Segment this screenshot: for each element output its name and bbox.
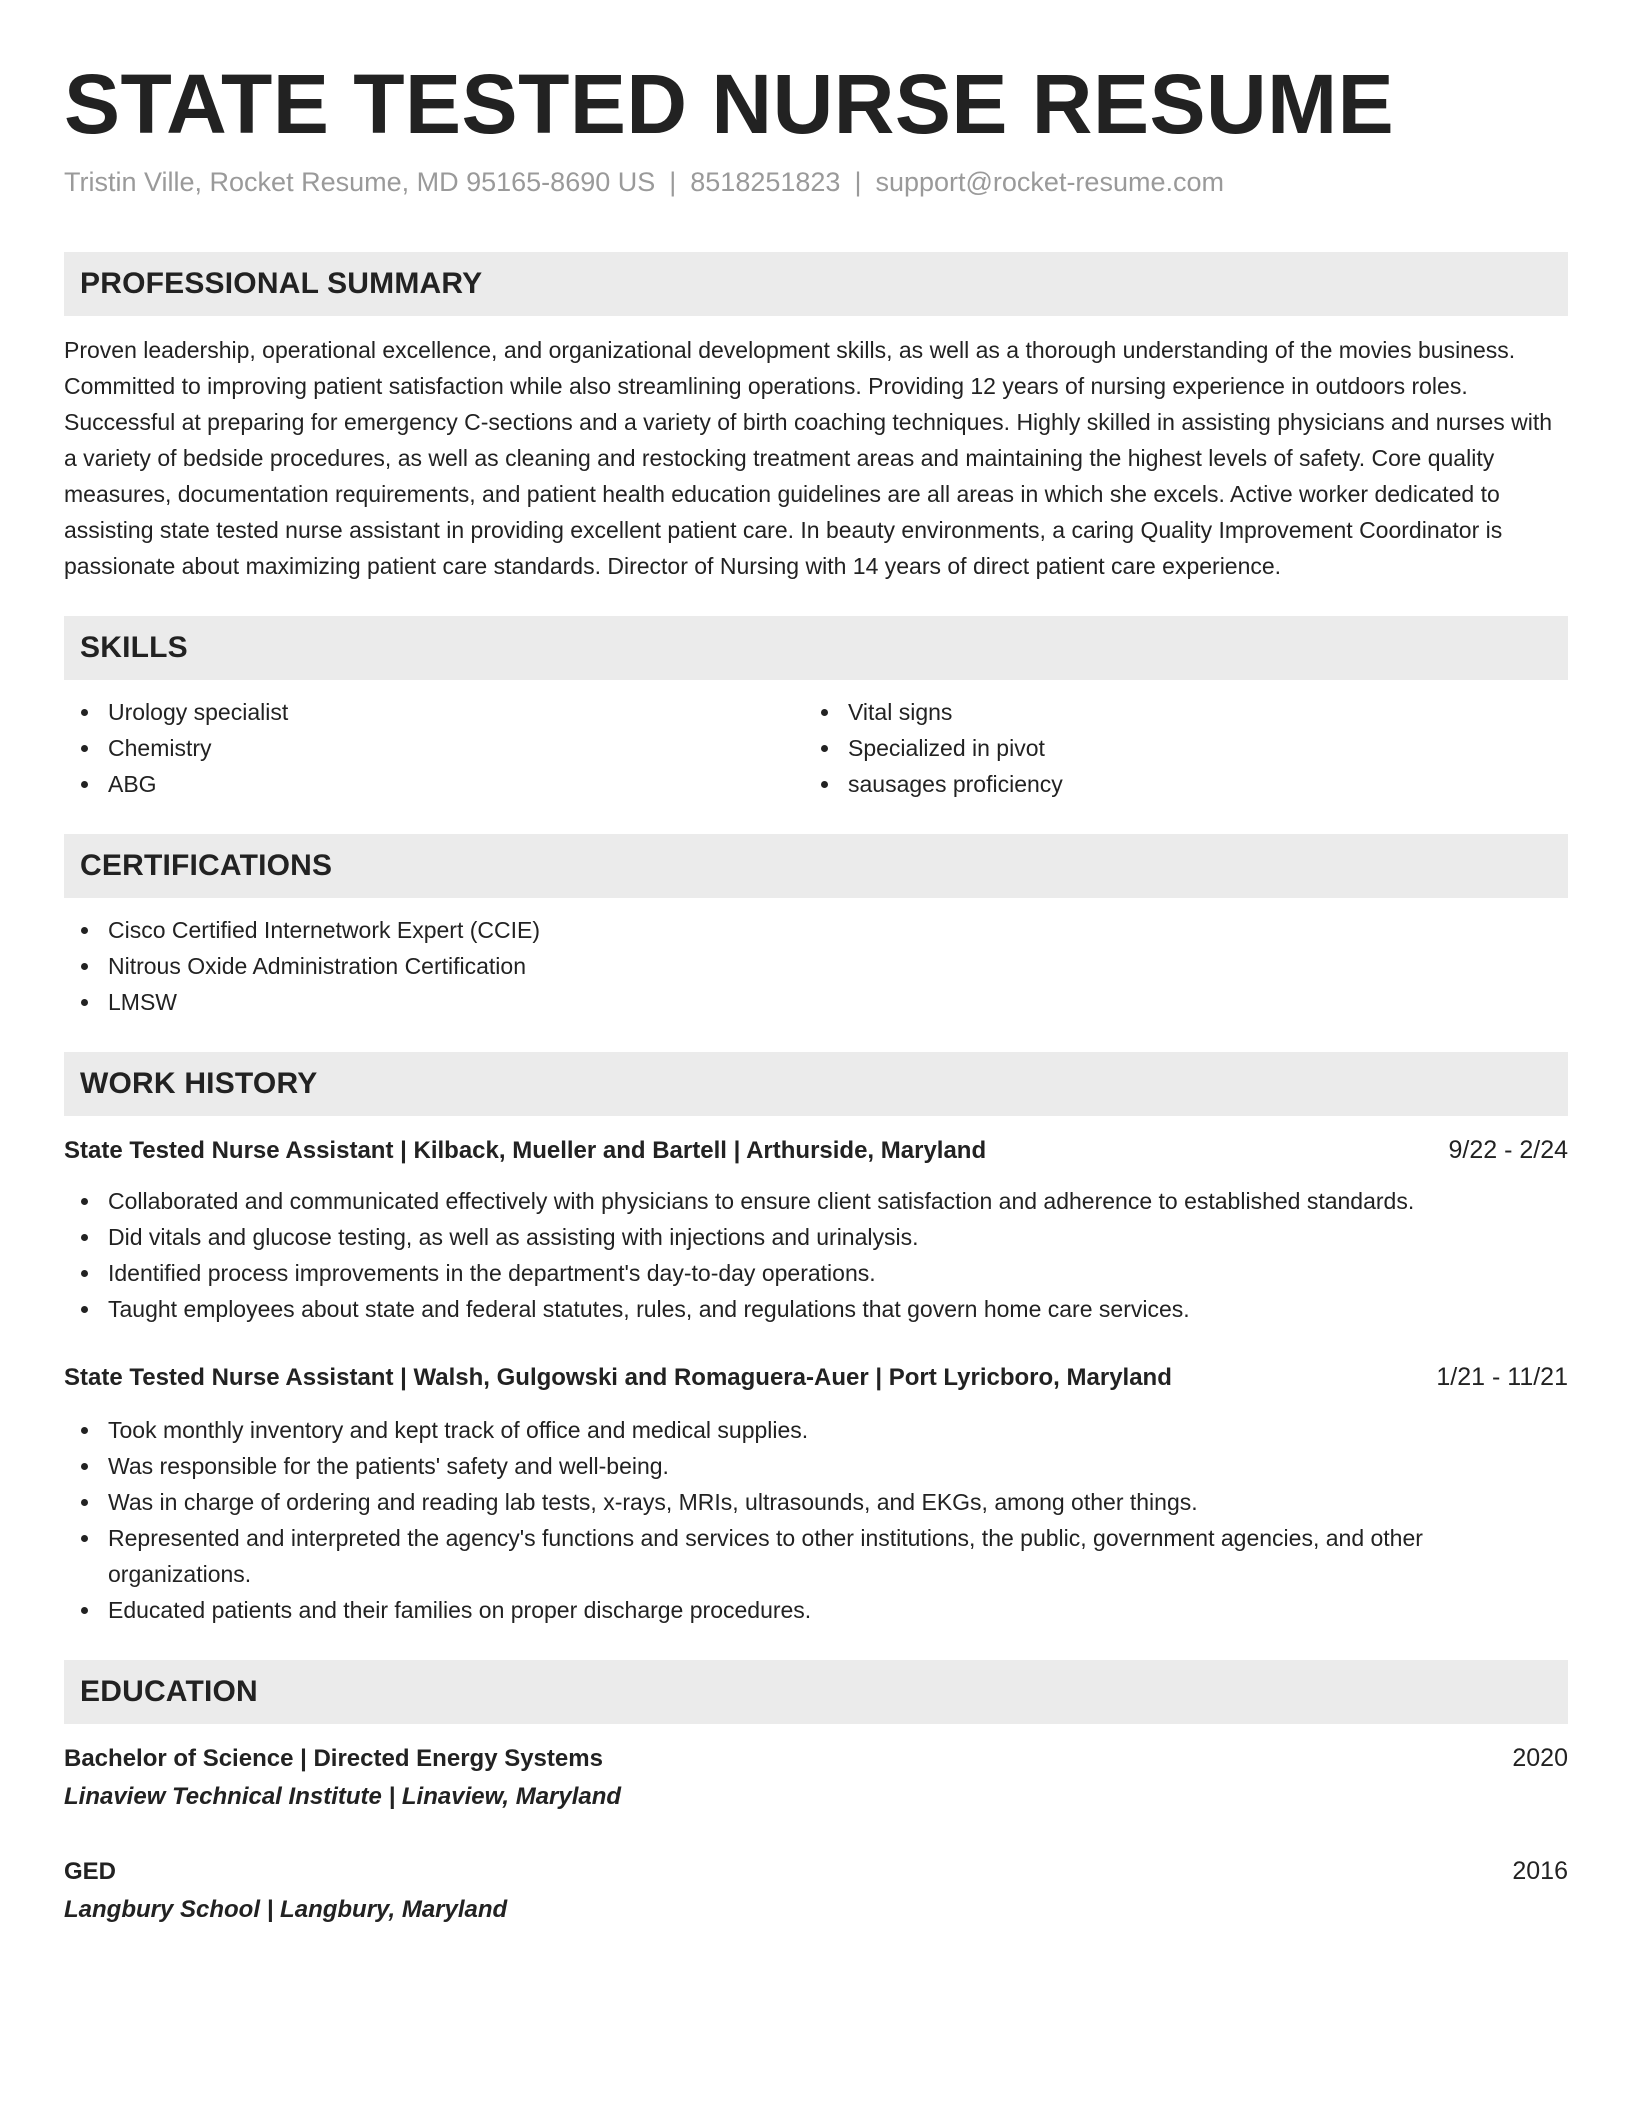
education-entry xyxy=(64,1853,1568,1928)
skills-list-right xyxy=(804,694,1568,802)
section-title: WORK HISTORY xyxy=(80,1067,318,1100)
certification-item: LMSW xyxy=(64,984,1568,1020)
certification-item: Cisco Certified Internetwork Expert (CCIE) xyxy=(64,912,1568,948)
skills-grid xyxy=(64,694,1568,802)
job-bullet: Took monthly inventory and kept track of office and medical supplies. xyxy=(64,1412,1568,1448)
job-bullet: Was responsible for the patients' safety and well-being. xyxy=(64,1448,1568,1484)
contact-phone: 8518251823 xyxy=(690,167,841,197)
job-bullet: Taught employees about state and federal statutes, rules, and regulations that govern home care services. xyxy=(64,1291,1568,1327)
section-header-education xyxy=(64,1660,1568,1724)
education-degree: Bachelor of Science | Directed Energy Systems xyxy=(64,1745,603,1772)
job-bullet: Did vitals and glucose testing, as well as assisting with injections and urinalysis. xyxy=(64,1219,1568,1255)
section-title: EDUCATION xyxy=(80,1675,258,1708)
resume-title: STATE TESTED NURSE RESUME xyxy=(64,57,1395,151)
contact-line xyxy=(64,164,1568,200)
job-title: State Tested Nurse Assistant | Kilback, Mueller and Bartell | Arthurside, Maryland xyxy=(64,1137,987,1164)
skill-item: Urology specialist xyxy=(64,694,804,730)
job-bullet: Collaborated and communicated effectively with physicians to ensure client satisfaction and adherence to established standards. xyxy=(64,1183,1568,1219)
job-dates: 9/22 - 2/24 xyxy=(1448,1136,1568,1164)
job-bullet: Educated patients and their families on proper discharge procedures. xyxy=(64,1592,1568,1628)
section-header-work-history xyxy=(64,1052,1568,1116)
job-header xyxy=(64,1359,1568,1396)
education-header xyxy=(64,1853,1568,1890)
job-bullet: Was in charge of ordering and reading lab tests, x-rays, MRIs, ultrasounds, and EKGs, among other things. xyxy=(64,1484,1568,1520)
certification-item: Nitrous Oxide Administration Certification xyxy=(64,948,1568,984)
contact-email: support@rocket-resume.com xyxy=(875,167,1224,197)
education-school: Langbury School | Langbury, Maryland xyxy=(64,1896,508,1923)
section-title: SKILLS xyxy=(80,631,188,664)
section-title: CERTIFICATIONS xyxy=(80,849,333,882)
education-entry xyxy=(64,1740,1568,1815)
section-header-skills xyxy=(64,616,1568,680)
section-title: PROFESSIONAL SUMMARY xyxy=(80,267,483,300)
section-header-summary xyxy=(64,252,1568,316)
education-header xyxy=(64,1740,1568,1777)
certifications-list xyxy=(64,912,1568,1020)
job-bullets xyxy=(64,1183,1568,1327)
skill-item: ABG xyxy=(64,766,804,802)
education-year: 2016 xyxy=(1512,1857,1568,1885)
contact-separator: | xyxy=(669,167,677,197)
job-dates: 1/21 - 11/21 xyxy=(1436,1363,1568,1391)
contact-address: Tristin Ville, Rocket Resume, MD 95165-8690 US xyxy=(64,167,656,197)
skill-item: Chemistry xyxy=(64,730,804,766)
section-header-certifications xyxy=(64,834,1568,898)
job-bullet: Represented and interpreted the agency's functions and services to other institutions, the public, government agencies, and other organizations. xyxy=(64,1520,1568,1592)
contact-separator: | xyxy=(854,167,862,197)
skills-list-left xyxy=(64,694,804,802)
education-year: 2020 xyxy=(1512,1744,1568,1772)
education-school: Linaview Technical Institute | Linaview, Maryland xyxy=(64,1783,622,1810)
job-title: State Tested Nurse Assistant | Walsh, Gulgowski and Romaguera-Auer | Port Lyricboro, Maryland xyxy=(64,1364,1172,1391)
education-degree: GED xyxy=(64,1858,117,1885)
skill-item: Specialized in pivot xyxy=(804,730,1568,766)
skill-item: Vital signs xyxy=(804,694,1568,730)
job-bullets xyxy=(64,1412,1568,1628)
job-header xyxy=(64,1132,1568,1169)
skill-item: sausages proficiency xyxy=(804,766,1568,802)
summary-text: Proven leadership, operational excellence, and organizational development skills, as well as a thorough understanding of the movies business. Committed to improving patient satisfaction while also streamlining operations. Providing 12 years of nursing experience in outdoors roles. Successful at preparing for emergency C-sections and a variety of birth coaching techniques. Highly skilled in assisting physicians and nurses with a variety of bedside procedures, as well as cleaning and restocking treatment areas and maintaining the highest levels of safety. Core quality measures, documentation requirements, and patient health education guidelines are all areas in which she excels. Active worker dedicated to assisting state tested nurse assistant in providing excellent patient care. In beauty environments, a caring Quality Improvement Coordinator is passionate about maximizing patient care standards. Director of Nursing with 14 years of direct patient care experience. xyxy=(64,337,1553,579)
job-bullet: Identified process improvements in the department's day-to-day operations. xyxy=(64,1255,1568,1291)
